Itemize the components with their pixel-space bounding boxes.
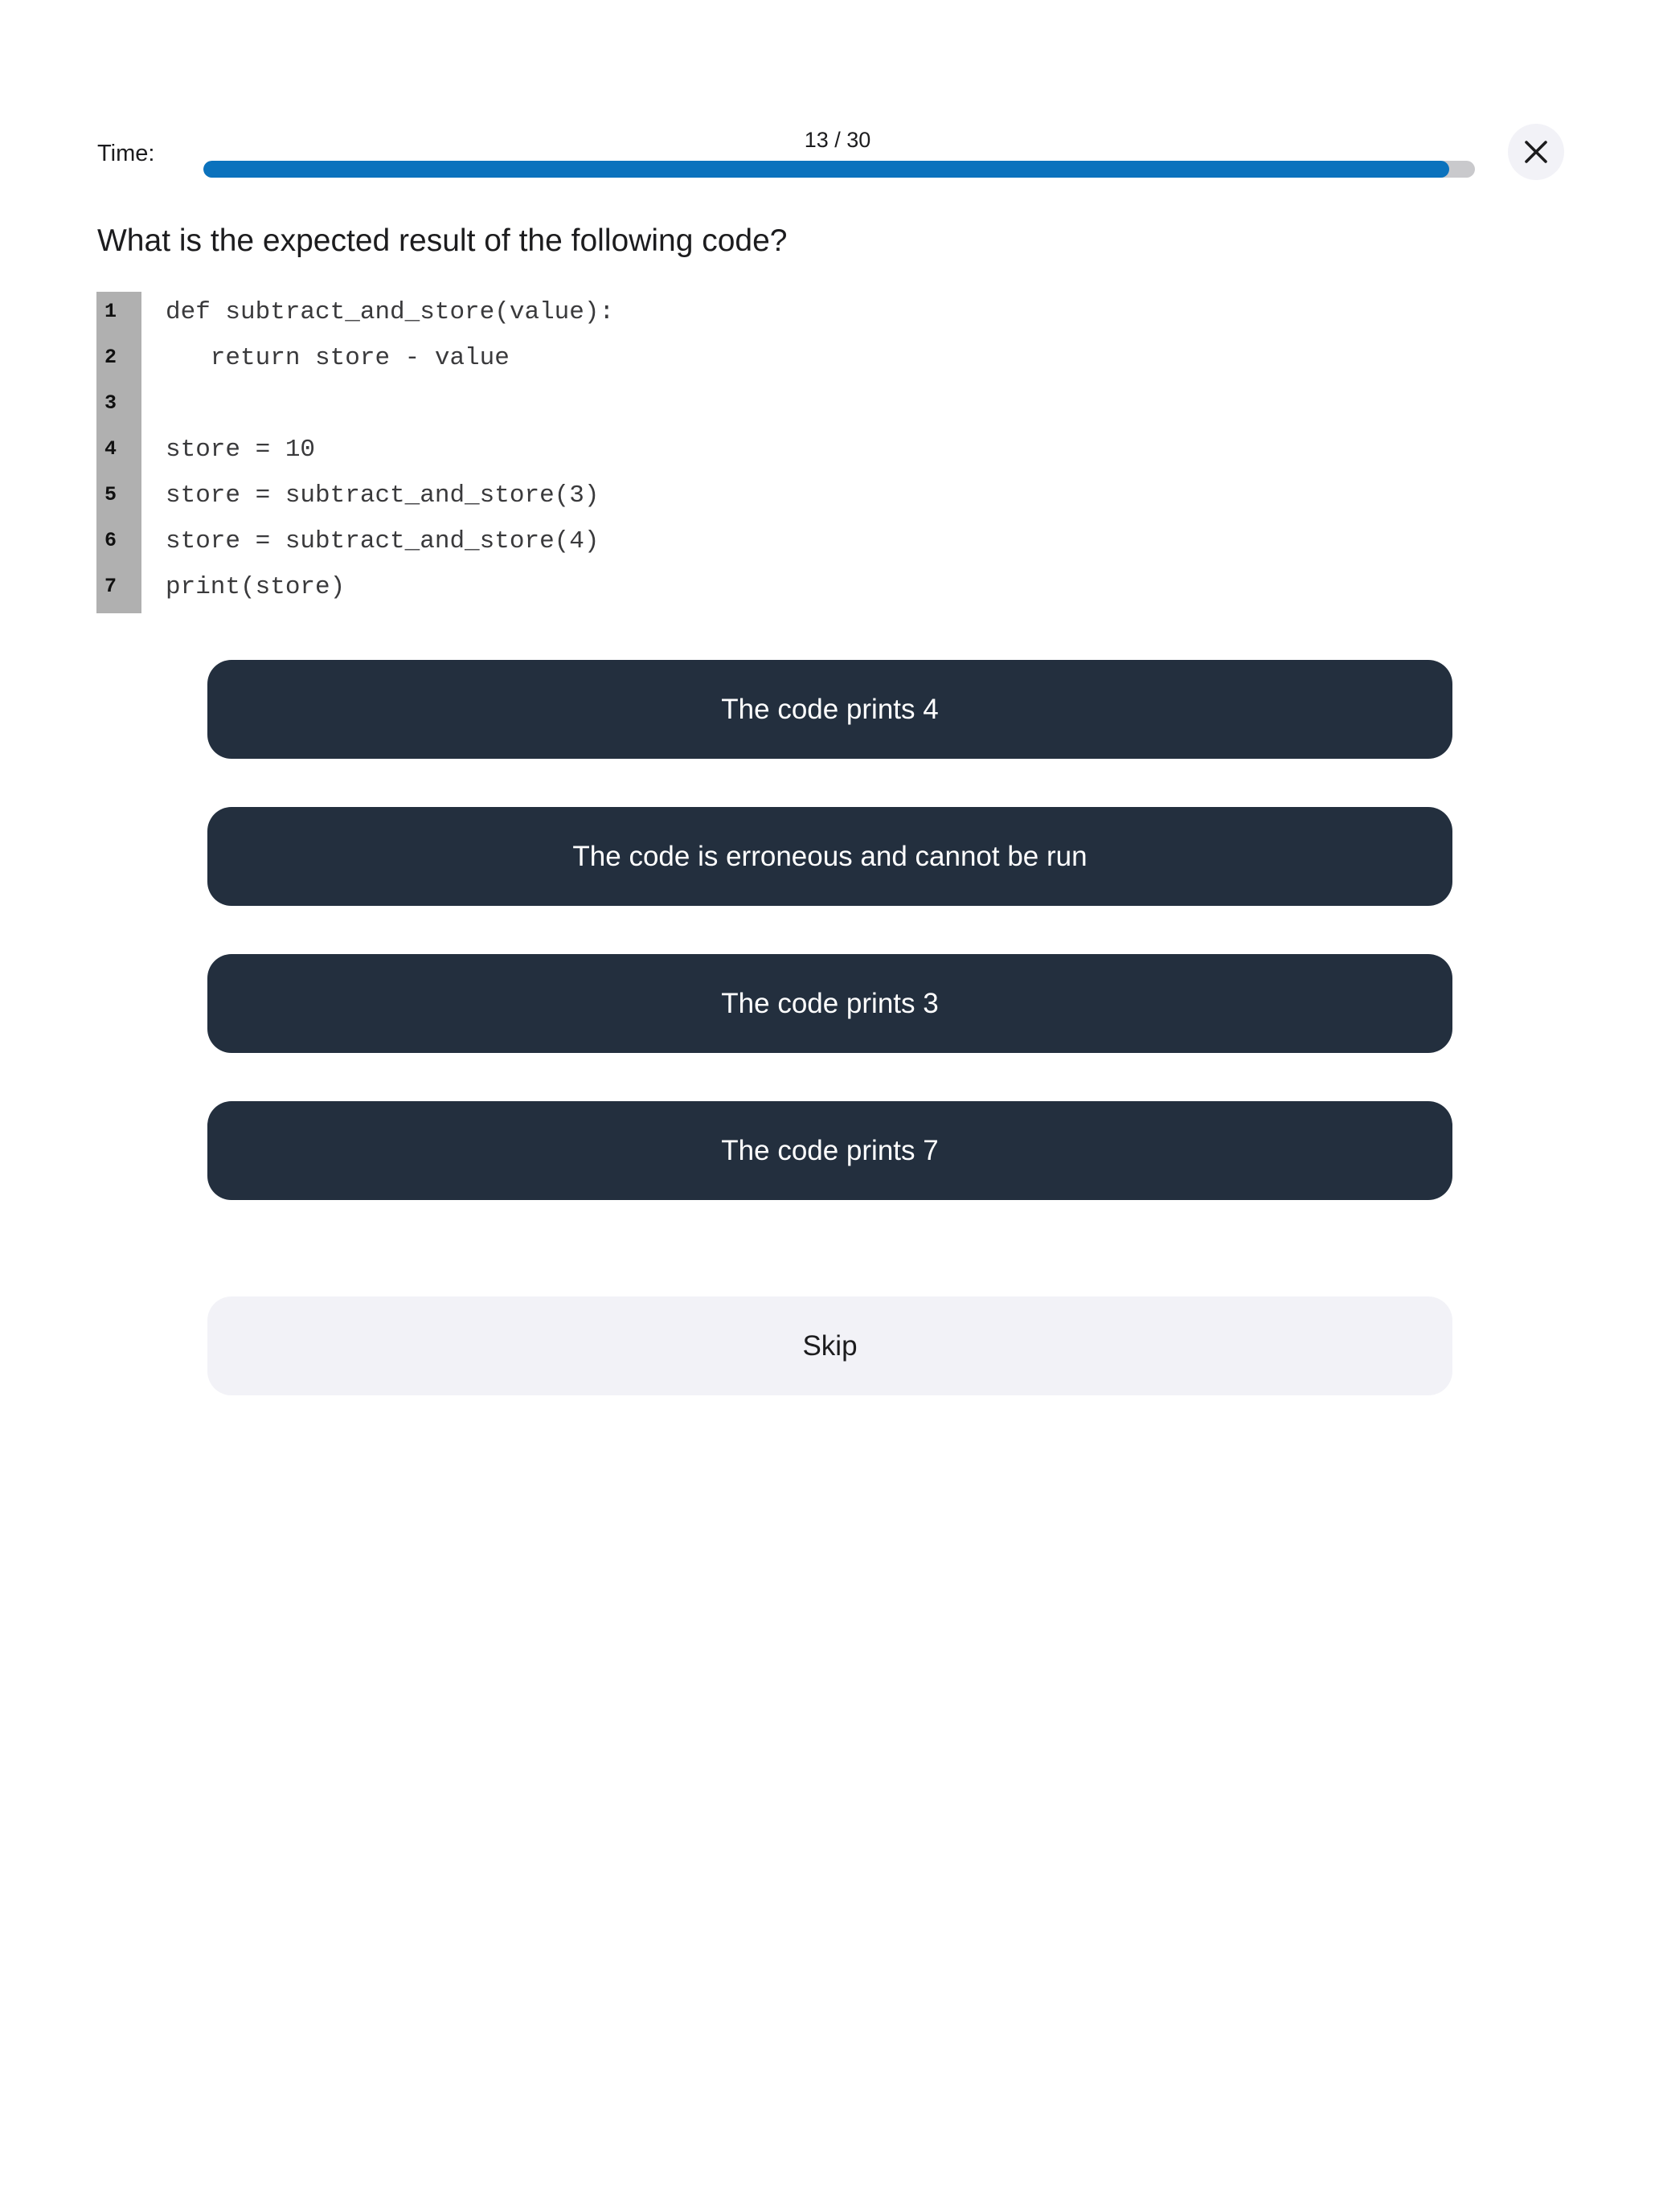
- code-block: [96, 292, 1463, 613]
- quiz-header: [0, 0, 1659, 193]
- line-number: 3: [104, 391, 117, 415]
- skip-button[interactable]: Skip: [207, 1296, 1452, 1395]
- close-button[interactable]: [1508, 124, 1564, 180]
- answer-option-1[interactable]: The code prints 4: [207, 660, 1452, 759]
- code-line: store = 10: [166, 436, 316, 464]
- answer-option-4[interactable]: The code prints 7: [207, 1101, 1452, 1200]
- question-text: What is the expected result of the following code?: [97, 223, 788, 258]
- line-number: 4: [104, 437, 117, 461]
- line-number: 7: [104, 575, 117, 598]
- timer-progress-fill: [203, 161, 1449, 178]
- code-line: print(store): [166, 573, 346, 601]
- line-number: 5: [104, 483, 117, 506]
- answer-option-2[interactable]: The code is erroneous and cannot be run: [207, 807, 1452, 906]
- code-line: return store - value: [166, 344, 510, 372]
- time-label: Time:: [97, 141, 155, 166]
- line-number: 6: [104, 529, 117, 552]
- code-line: store = subtract_and_store(3): [166, 481, 600, 510]
- code-line: def subtract_and_store(value):: [166, 298, 615, 326]
- answer-option-3[interactable]: The code prints 3: [207, 954, 1452, 1053]
- line-number: 2: [104, 346, 117, 369]
- line-number: 1: [104, 300, 117, 323]
- question-counter: 13 / 30: [804, 128, 871, 152]
- timer-progress-bar: [203, 161, 1475, 178]
- code-line: store = subtract_and_store(4): [166, 527, 600, 555]
- close-icon: [1522, 138, 1550, 166]
